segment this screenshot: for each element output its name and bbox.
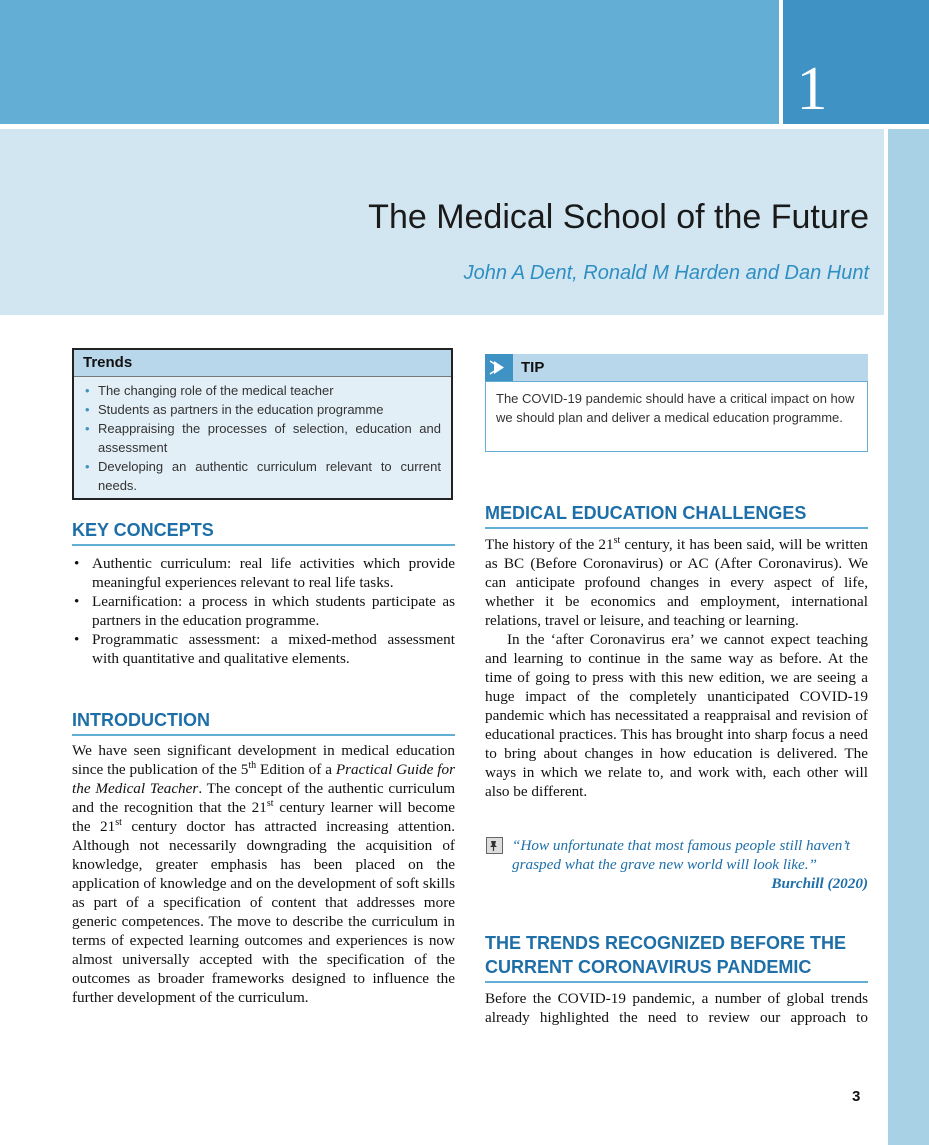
text-run: The history of the 21 — [485, 536, 614, 553]
introduction-paragraph — [72, 741, 455, 1007]
text-run: . The concept of the authentic curriculum and the recognition that the 21 — [72, 780, 456, 816]
tip-text: The COVID-19 pandemic should have a critical impact on how we should plan and deliver a medical education programme. — [485, 381, 868, 452]
quote-text: “How unfortunate that most famous people still haven’t grasped what the grave new world will look like.” — [512, 837, 850, 873]
superscript: st — [613, 534, 621, 546]
key-concept-item: • Authentic curriculum: real life activities which provide meaningful experiences relevant to real life tasks. — [72, 554, 455, 592]
chapter-number-box — [783, 0, 929, 124]
text-run: Edition of a — [256, 761, 336, 778]
tip-arrow-icon — [485, 354, 513, 381]
tip-header — [485, 354, 868, 381]
trends-item: • The changing role of the medical teacher — [83, 381, 441, 400]
challenges-heading: MEDICAL EDUCATION CHALLENGES — [485, 501, 868, 529]
text-run: century, it has been said, will be written as BC (Before Coronavirus) or AC (After Coronavirus). We can anticipate profound changes in every aspect of life, whether it be economics and employment, international relations, travel or leisure, and teaching or learning. — [485, 536, 868, 629]
chapter-authors: John A Dent, Ronald M Harden and Dan Hunt — [463, 262, 869, 284]
trends-recognized-paragraph: Before the COVID-19 pandemic, a number of global trends already highlighted the need to review our approach to — [485, 990, 868, 1026]
key-concept-item: • Programmatic assessment: a mixed-method assessment with quantitative and qualitative elements. — [72, 630, 455, 668]
challenges-paragraph — [485, 535, 868, 630]
tip-box — [485, 354, 868, 452]
page-number: 3 — [852, 1088, 861, 1105]
trends-heading: Trends — [74, 350, 451, 377]
pushpin-icon — [486, 837, 503, 854]
trends-item: • Developing an authentic curriculum relevant to current needs. — [83, 457, 441, 495]
chapter-title: The Medical School of the Future — [368, 198, 869, 236]
key-concepts-list — [72, 554, 455, 668]
trends-item: • Reappraising the processes of selection, education and assessment — [83, 419, 441, 457]
tip-label: TIP — [521, 359, 545, 376]
trends-recognized-text — [485, 989, 868, 1027]
superscript: th — [248, 759, 257, 771]
text-run: We have seen significant development in medical education since the publication of the 5 — [72, 742, 455, 778]
introduction-text — [72, 741, 455, 1007]
challenges-text — [485, 535, 868, 801]
quote-block — [512, 836, 868, 893]
trends-recognized-heading: THE TRENDS RECOGNIZED BEFORE THE CURRENT CORONAVIRUS PANDEMIC — [485, 931, 868, 983]
superscript: st — [266, 797, 274, 809]
key-concepts-heading: KEY CONCEPTS — [72, 518, 455, 546]
text-run: century learner will become the 21 — [72, 799, 455, 835]
introduction-heading: INTRODUCTION — [72, 708, 455, 736]
trends-box — [72, 348, 453, 500]
book-title: Practical Guide for the Medical Teacher — [72, 761, 456, 797]
key-concept-item: • Learnification: a process in which students participate as partners in the education programme. — [72, 592, 455, 630]
trends-list — [74, 377, 451, 495]
side-strip — [888, 129, 929, 1145]
trends-item: • Students as partners in the education programme — [83, 400, 441, 419]
superscript: st — [115, 816, 122, 828]
top-color-band — [0, 0, 779, 124]
quote-source: Burchill (2020) — [771, 875, 868, 892]
chapter-number: 1 — [796, 55, 828, 123]
text-run: century doctor has attracted increasing attention. Although not necessarily downgrading the acquisition of knowledge, greater emphasis has been placed on the application of knowledge and on the development of soft skills as part of a specification of content that addresses more generic competences. The move to describe the curriculum in terms of expected learning outcomes and experiences is now almost universally accepted with the specification of the outcomes as broader frameworks designed to influence the further development of the curriculum. — [72, 818, 455, 1006]
challenges-paragraph: In the ‘after Coronavirus era’ we cannot expect teaching and learning to continue in the same way as before. At the time of going to press with this new edition, we are seeing a huge impact of the completely unanticipated COVID-19 pandemic which has necessitated a reappraisal and revision of educational practices. This has brought into sharp focus a need to bring about changes in how education is delivered. The ways in which we relate to, and work with, each other will also be different. — [485, 631, 868, 800]
